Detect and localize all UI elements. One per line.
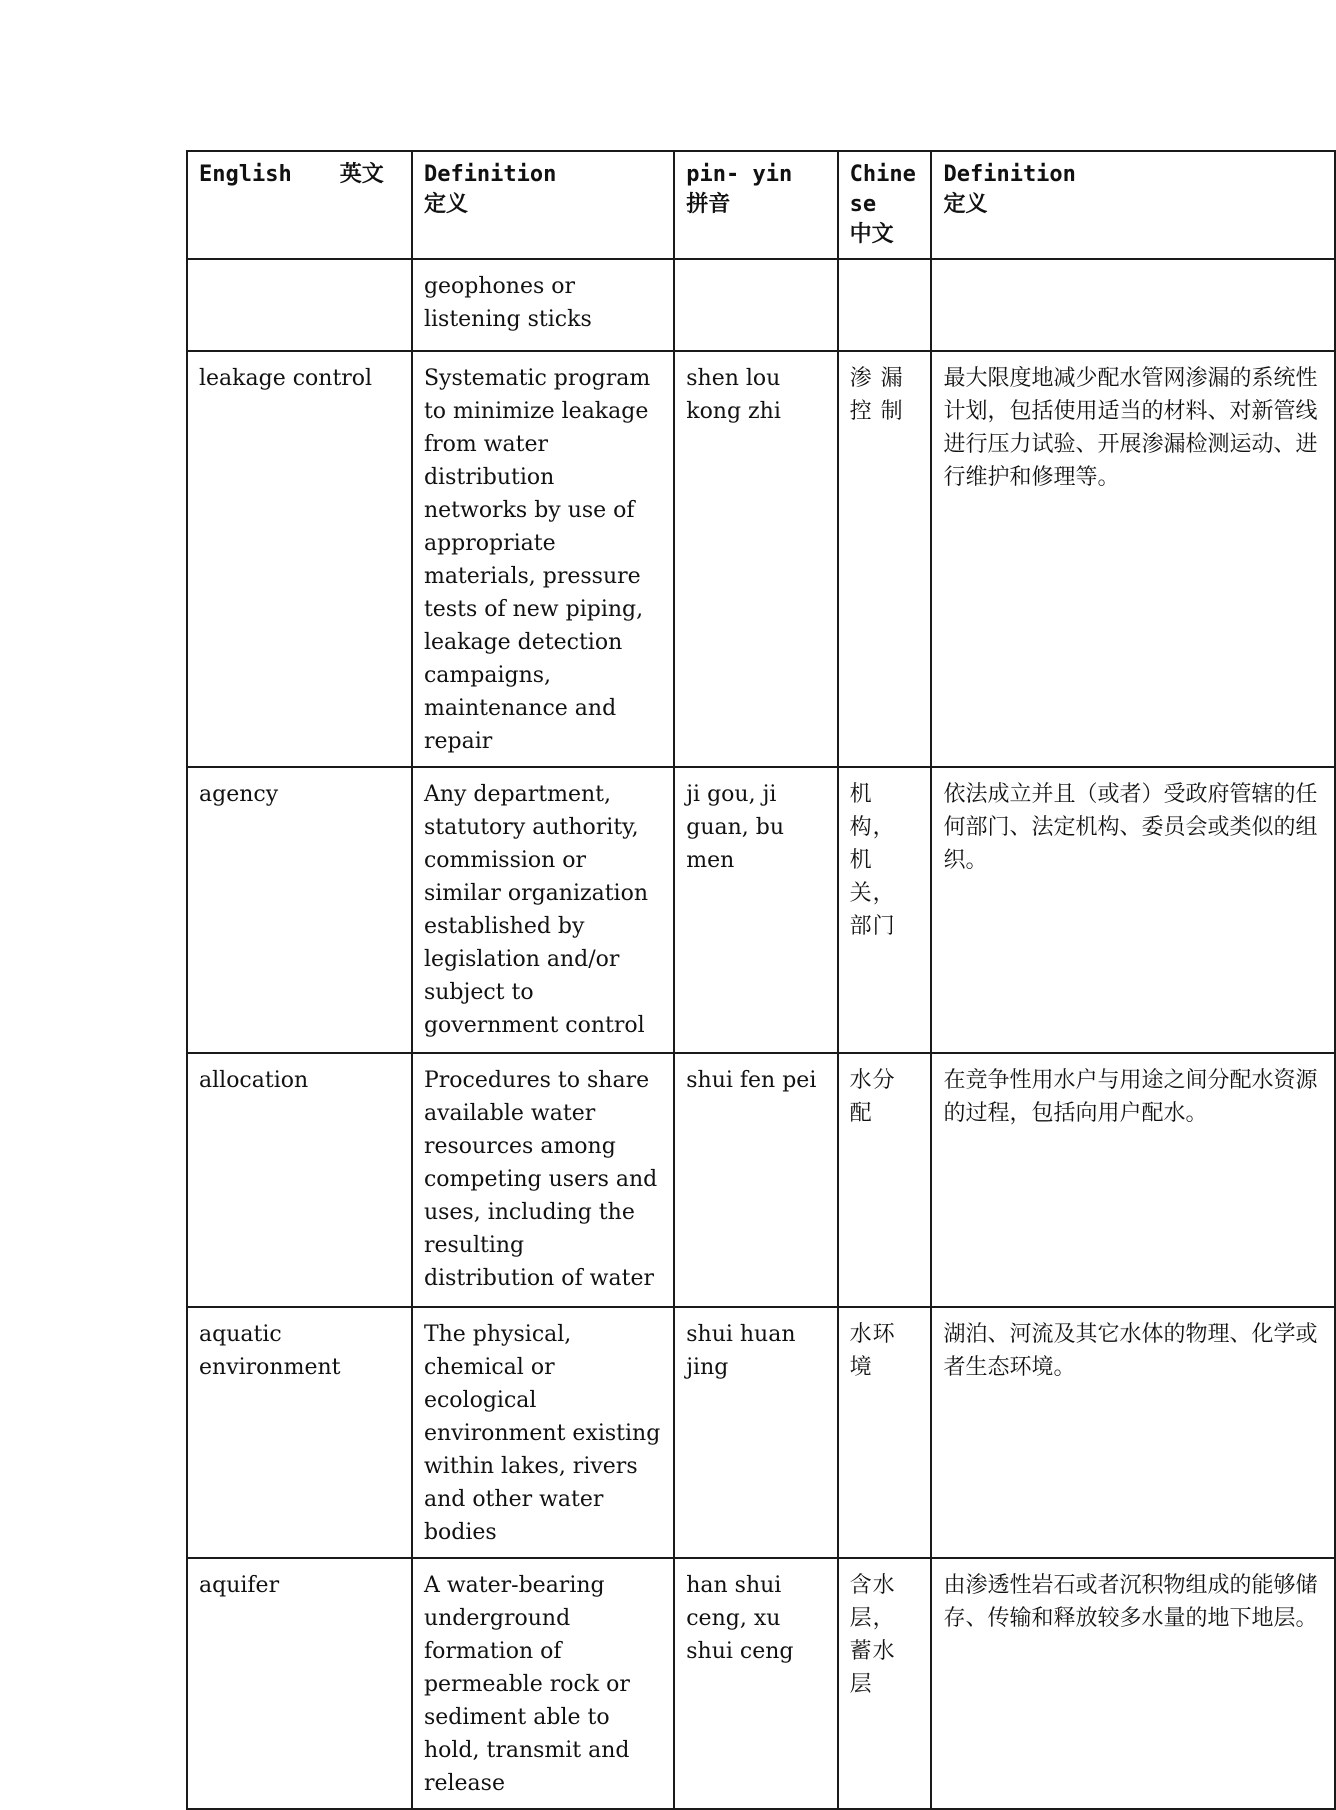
header-definition [412, 151, 674, 259]
header-english-en: English [199, 162, 292, 187]
cell-english: aquifer [187, 1558, 412, 1809]
cell-zh-definition: 依法成立并且（或者）受政府管辖的任何部门、法定机构、委员会或类似的组织。 [931, 767, 1335, 1053]
header-definition-en: Definition [423, 162, 557, 187]
header-english [187, 151, 412, 259]
cell-definition: geophones or listening sticks [412, 259, 674, 351]
header-definition-zh: 定义 [423, 192, 468, 217]
cell-zh-definition [931, 259, 1335, 351]
header-english-zh: 英文 [339, 162, 384, 187]
cell-definition: The physical, chemical or ecological environment existing within lakes, rivers and other water bodies [412, 1307, 674, 1558]
table-row [187, 767, 1335, 1053]
cell-pinyin [674, 259, 837, 351]
cell-english: aquatic environment [187, 1307, 412, 1558]
cell-pinyin: shui huan jing [674, 1307, 837, 1558]
table-row [187, 259, 1335, 351]
table-row [187, 1053, 1335, 1307]
glossary-table [186, 150, 1336, 1810]
header-zh-definition-en: Definition [943, 162, 1076, 187]
cell-pinyin: shui fen pei [674, 1053, 837, 1307]
cell-definition: Procedures to share available water resources among competing users and uses, including the resulting distribution of water [412, 1053, 674, 1307]
cell-definition: A water-bearing underground formation of permeable rock or sediment able to hold, transmit and release [412, 1558, 674, 1809]
cell-zh-definition: 由渗透性岩石或者沉积物组成的能够储存、传输和释放较多水量的地下地层。 [931, 1558, 1335, 1809]
cell-chinese: 机构，机关，部门 [838, 767, 932, 1053]
header-pinyin-label: pin- yin 拼音 [686, 162, 793, 217]
header-chinese [838, 151, 932, 259]
table-row [187, 351, 1335, 767]
cell-chinese: 水环境 [838, 1307, 932, 1558]
cell-zh-definition: 最大限度地减少配水管网渗漏的系统性计划，包括使用适当的材料、对新管线进行压力试验、开展渗漏检测运动、进行维护和修理等。 [931, 351, 1335, 767]
table-header-row [187, 151, 1335, 259]
cell-definition: Systematic program to minimize leakage from water distribution networks by use of appropriate materials, pressure tests of new piping, leakage detection campaigns, maintenance and repair [412, 351, 674, 767]
cell-english: agency [187, 767, 412, 1053]
cell-chinese: 水分配 [838, 1053, 932, 1307]
header-chinese-en: Chinese [849, 162, 916, 217]
header-pinyin [674, 151, 837, 259]
cell-english: leakage control [187, 351, 412, 767]
cell-english [187, 259, 412, 351]
table-row [187, 1307, 1335, 1558]
header-chinese-zh: 中文 [849, 222, 894, 247]
header-zh-definition-zh: 定义 [943, 192, 988, 217]
cell-pinyin: han shui ceng, xu shui ceng [674, 1558, 837, 1809]
cell-chinese: 渗 漏 控 制 [838, 351, 932, 767]
table-row [187, 1558, 1335, 1809]
cell-definition: Any department, statutory authority, commission or similar organization established by legislation and/or subject to government control [412, 767, 674, 1053]
cell-zh-definition: 湖泊、河流及其它水体的物理、化学或者生态环境。 [931, 1307, 1335, 1558]
cell-pinyin: ji gou, ji guan, bu men [674, 767, 837, 1053]
header-zh-definition [931, 151, 1335, 259]
cell-chinese [838, 259, 932, 351]
cell-zh-definition: 在竞争性用水户与用途之间分配水资源的过程，包括向用户配水。 [931, 1053, 1335, 1307]
cell-pinyin: shen lou kong zhi [674, 351, 837, 767]
cell-english: allocation [187, 1053, 412, 1307]
cell-chinese: 含水层，蓄水层 [838, 1558, 932, 1809]
